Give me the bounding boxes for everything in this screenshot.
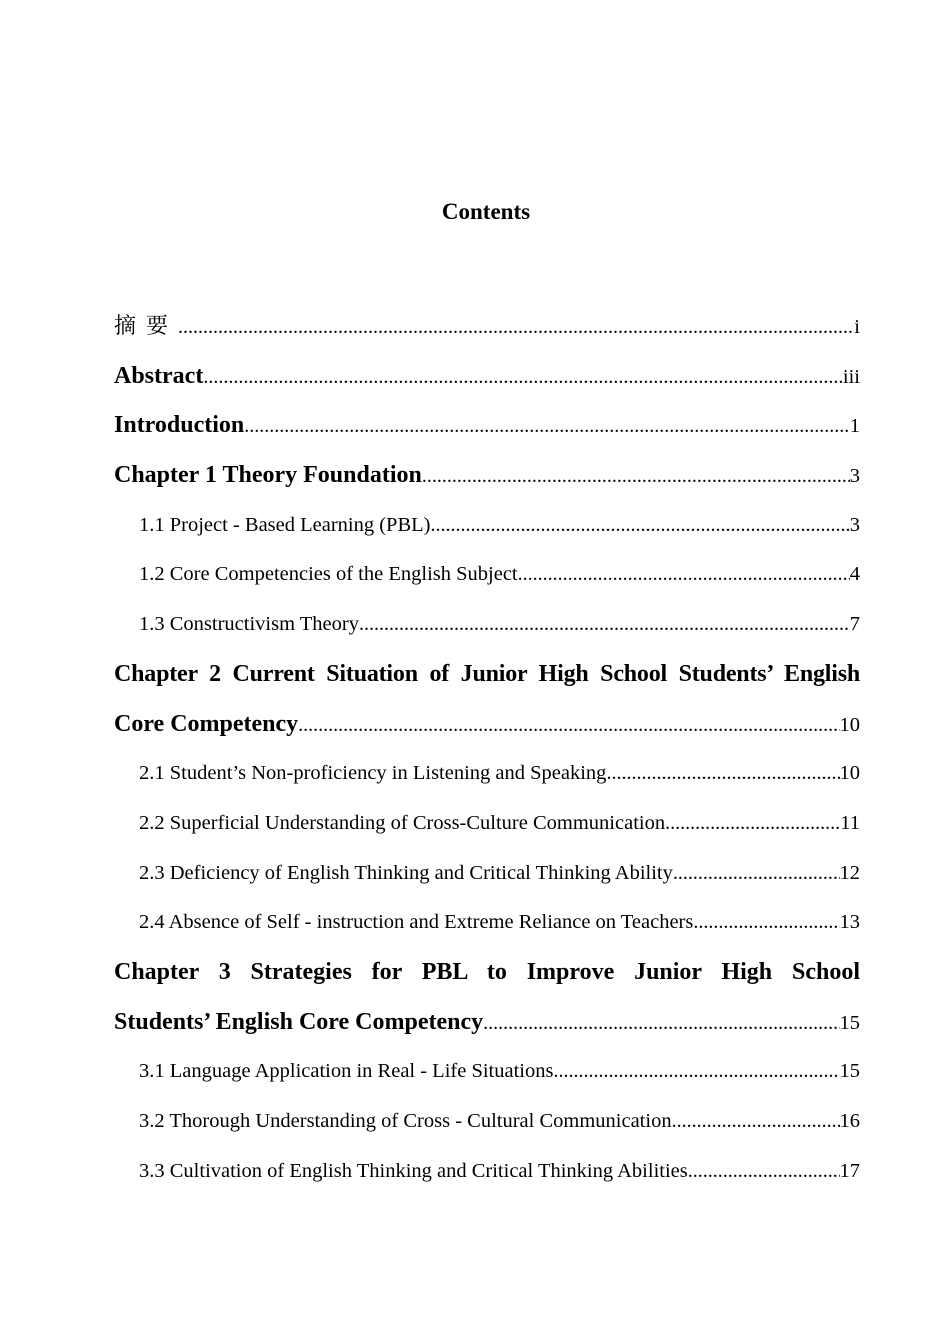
toc-entry-page: 3 — [849, 513, 860, 536]
dot-leader — [359, 600, 850, 650]
toc-entry-section-2-3[interactable] — [114, 849, 860, 899]
toc-entry-label: 3.1 Language Application in Real - Life Situations — [139, 1060, 554, 1083]
toc-entry-label: Introduction — [114, 412, 245, 439]
toc-entry-page: 7 — [849, 613, 860, 636]
toc-entry-abstract-chinese[interactable] — [114, 302, 860, 352]
toc-entry-section-1-3[interactable] — [114, 600, 860, 650]
toc-entry-label: 3.2 Thorough Understanding of Cross - Cultural Communication — [139, 1110, 672, 1132]
toc-entry-page: 1 — [849, 415, 860, 438]
toc-entry-abstract[interactable] — [114, 352, 860, 402]
toc-entry-page: 3 — [849, 465, 860, 488]
toc-entry-section-3-2[interactable] — [114, 1097, 860, 1147]
dot-leader — [693, 898, 839, 948]
table-of-contents — [114, 302, 860, 1196]
toc-entry-chapter-3[interactable] — [114, 948, 860, 1047]
toc-entry-line2 — [114, 998, 860, 1048]
toc-entry-page: 16 — [839, 1110, 860, 1132]
toc-entry-section-2-1[interactable] — [114, 749, 860, 799]
toc-entry-label: 3.3 Cultivation of English Thinking and Critical Thinking Abilities — [139, 1159, 688, 1182]
toc-entry-chapter-2[interactable] — [114, 650, 860, 749]
toc-entry-section-3-3[interactable] — [114, 1147, 860, 1197]
toc-entry-line2 — [114, 700, 860, 750]
toc-entry-label: 1.1 Project - Based Learning (PBL) — [139, 513, 431, 536]
toc-entry-section-1-2[interactable] — [114, 550, 860, 600]
dot-leader — [518, 550, 850, 600]
toc-entry-label: Abstract — [114, 362, 204, 389]
toc-entry-label-line2: Students’ English Core Competency — [114, 1008, 484, 1035]
toc-entry-page: 10 — [839, 713, 860, 736]
toc-entry-chapter-1[interactable] — [114, 451, 860, 501]
toc-entry-page: iii — [842, 365, 860, 388]
toc-entry-page: 13 — [839, 911, 860, 934]
toc-entry-introduction[interactable] — [114, 401, 860, 451]
dot-leader — [422, 452, 850, 501]
toc-entry-label: 2.3 Deficiency of English Thinking and Critical Thinking Ability — [139, 861, 673, 884]
toc-entry-label: 摘要 — [114, 314, 179, 339]
toc-entry-page: 17 — [839, 1159, 860, 1182]
dot-leader — [244, 402, 849, 451]
toc-entry-page: i — [854, 316, 860, 338]
dot-leader — [673, 849, 840, 899]
toc-entry-section-2-4[interactable] — [114, 898, 860, 948]
toc-entry-label: 2.1 Student’s Non-proficiency in Listening and Speaking — [139, 762, 607, 785]
dot-leader — [298, 701, 839, 750]
toc-entry-label: Chapter 1 Theory Foundation — [114, 462, 422, 489]
dot-leader — [203, 353, 843, 402]
dot-leader — [672, 1097, 840, 1147]
toc-entry-label: 1.3 Constructivism Theory — [139, 613, 359, 636]
toc-entry-page: 10 — [839, 762, 860, 785]
dot-leader — [688, 1147, 840, 1197]
toc-entry-label: 2.2 Superficial Understanding of Cross-Culture Communication — [139, 811, 666, 834]
dot-leader — [553, 1047, 839, 1097]
dot-leader — [178, 303, 854, 352]
toc-entry-label: 1.2 Core Competencies of the English Subject — [139, 563, 518, 586]
toc-entry-label-line1: Chapter 3 Strategies for PBL to Improve Junior High School — [114, 958, 860, 985]
dot-leader — [483, 999, 839, 1048]
dot-leader — [430, 501, 849, 551]
toc-entry-page: 15 — [839, 1011, 860, 1034]
page-title: Contents — [441, 199, 531, 224]
toc-entry-section-2-2[interactable] — [114, 799, 860, 849]
toc-entry-page: 15 — [839, 1060, 860, 1083]
toc-entry-section-3-1[interactable] — [114, 1047, 860, 1097]
toc-entry-section-1-1[interactable] — [114, 501, 860, 551]
toc-entry-label: 2.4 Absence of Self - instruction and Extreme Reliance on Teachers — [139, 911, 694, 934]
toc-entry-label-line1: Chapter 2 Current Situation of Junior High School Students’ English — [114, 660, 860, 687]
dot-leader — [606, 749, 839, 799]
dot-leader — [665, 799, 840, 849]
toc-entry-page: 11 — [840, 811, 860, 834]
toc-entry-page: 4 — [849, 563, 860, 586]
toc-entry-label-line2: Core Competency — [114, 710, 299, 737]
toc-entry-page: 12 — [839, 861, 860, 884]
